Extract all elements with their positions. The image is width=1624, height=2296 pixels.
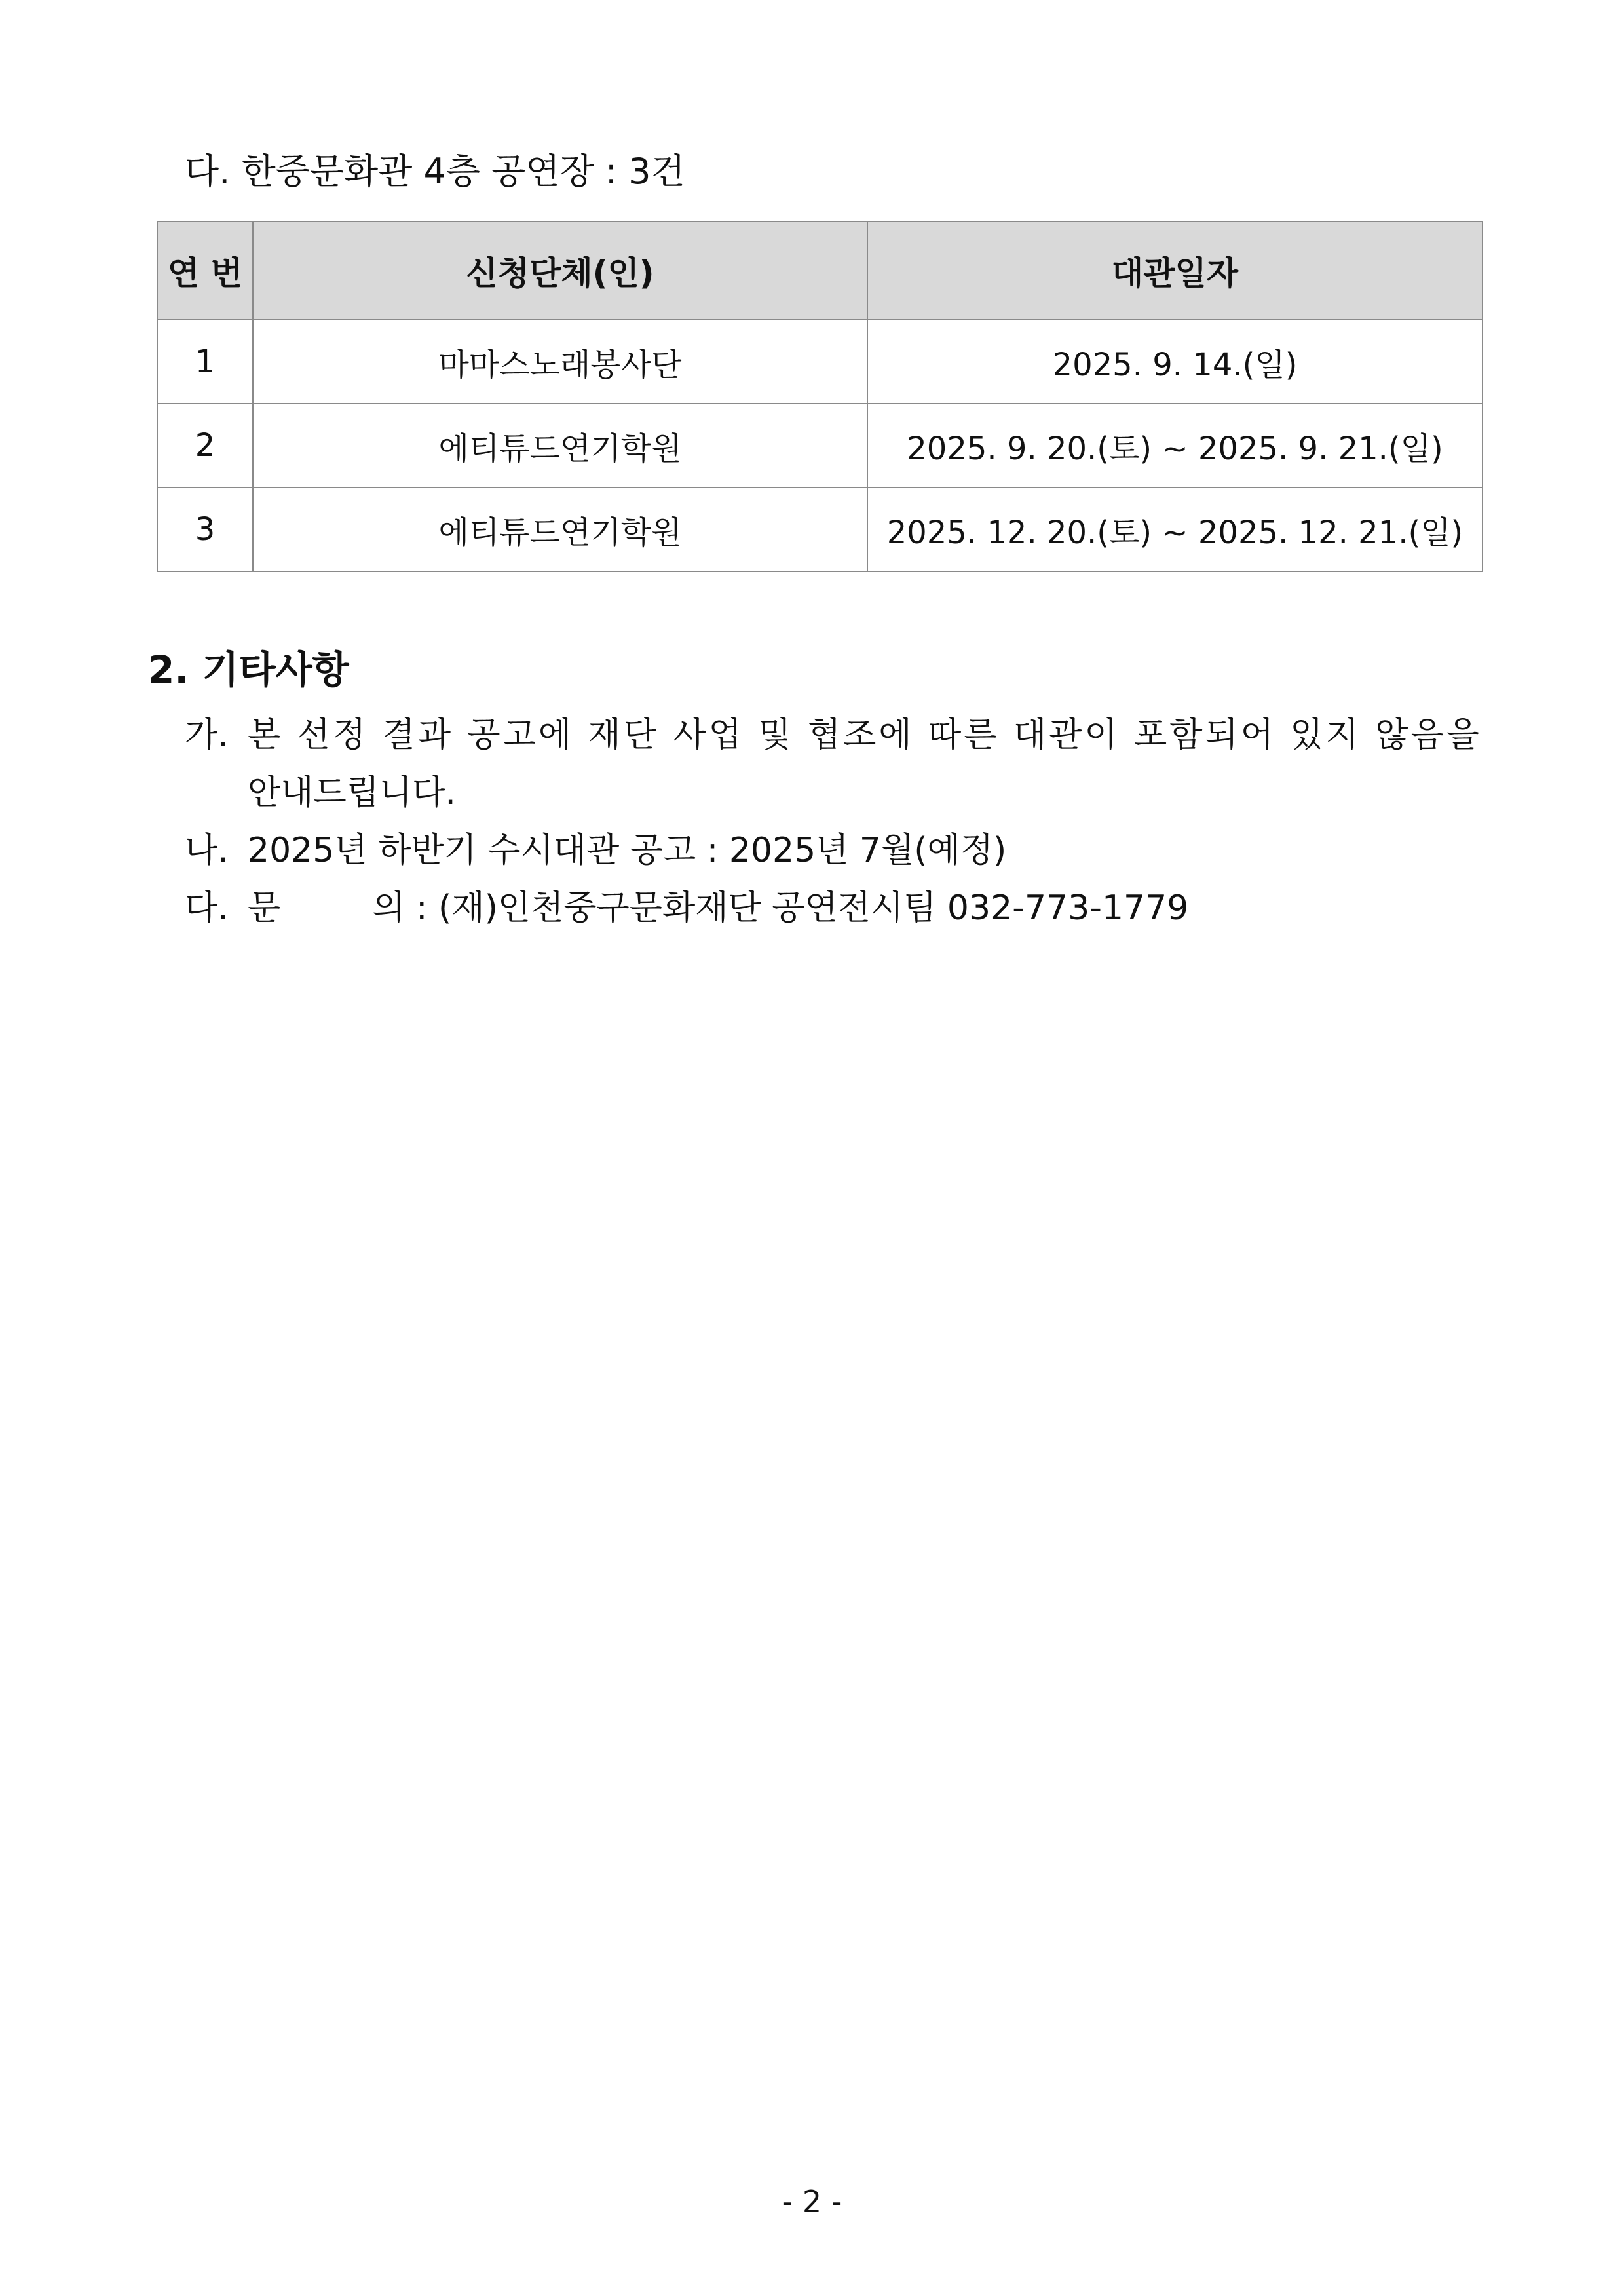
item-c-text: : (재)인천중구문화재단 공연전시팀 032-773-1779	[416, 889, 1189, 928]
header-number: 연 번	[157, 221, 253, 320]
item-b-marker: 나.	[185, 831, 229, 870]
cell-applicant: 에티튜드연기학원	[253, 404, 867, 488]
other-matters-heading: 2. 기타사항	[148, 647, 349, 692]
item-a-text: 본 선정 결과 공고에 재단 사업 및 협조에 따른 대관이 포함되어 있지 않음을	[248, 716, 1482, 755]
cell-rental-date: 2025. 9. 20.(토) ~ 2025. 9. 21.(일)	[867, 404, 1482, 488]
cell-applicant: 마마스노래봉사단	[253, 320, 867, 404]
item-b-text: 2025년 하반기 수시대관 공고 : 2025년 7월(예정)	[248, 831, 1007, 870]
rental-table	[157, 221, 1483, 572]
header-rental-date: 대관일자	[867, 221, 1482, 320]
item-c-label-start: 문	[248, 889, 281, 928]
table-header-row	[157, 221, 1482, 320]
table-row	[157, 404, 1482, 488]
table-row	[157, 488, 1482, 571]
cell-number: 1	[157, 320, 253, 404]
cell-rental-date: 2025. 9. 14.(일)	[867, 320, 1482, 404]
item-a	[185, 709, 1482, 761]
item-a-marker: 가.	[185, 716, 229, 755]
cell-number: 2	[157, 404, 253, 488]
item-b	[185, 824, 1006, 877]
cell-number: 3	[157, 488, 253, 571]
cell-rental-date: 2025. 12. 20.(토) ~ 2025. 12. 21.(일)	[867, 488, 1482, 571]
item-a-continuation: 안내드립니다.	[248, 773, 456, 813]
cell-applicant: 에티튜드연기학원	[253, 488, 867, 571]
table-row	[157, 320, 1482, 404]
page-number: - 2 -	[782, 2184, 842, 2219]
item-c-label-end: 의	[372, 889, 406, 928]
section-heading: 다. 한중문화관 4층 공연장 : 3건	[185, 151, 685, 192]
item-c-marker: 다.	[185, 889, 229, 928]
item-c	[185, 882, 1188, 934]
header-applicant: 신청단체(인)	[253, 221, 867, 320]
